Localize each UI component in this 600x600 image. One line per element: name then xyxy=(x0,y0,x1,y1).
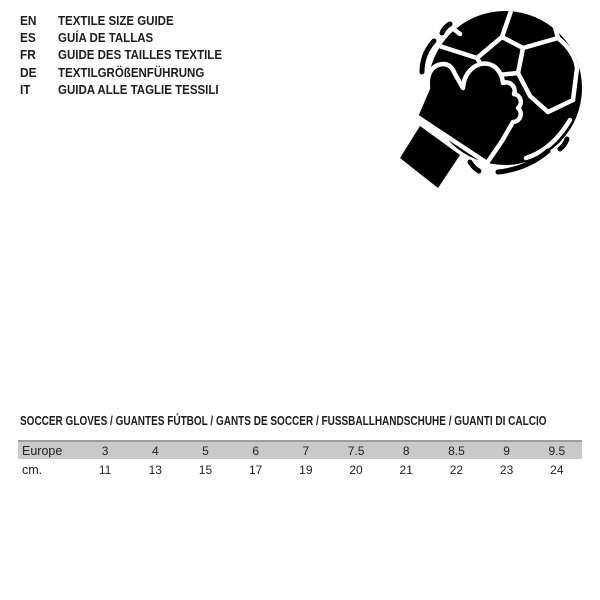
language-label: GUÍA DE TALLAS xyxy=(58,30,154,45)
language-code: IT xyxy=(20,82,31,97)
table-cell: 9.5 xyxy=(548,443,566,458)
table-cell: 21 xyxy=(399,462,413,477)
table-cell: 8 xyxy=(402,443,410,458)
table-cell: 6 xyxy=(252,443,259,458)
table-cell: 3 xyxy=(101,443,109,458)
list-item xyxy=(20,29,236,46)
table-cell: 23 xyxy=(499,462,514,477)
row-header: Europe xyxy=(22,443,63,458)
table-cell: 15 xyxy=(198,462,213,477)
table-cell: 22 xyxy=(449,462,464,477)
table-cell: 20 xyxy=(349,462,363,477)
table-cell: 7 xyxy=(302,443,310,458)
language-label: GUIDA ALLE TAGLIE TESSILI xyxy=(58,82,219,97)
size-table xyxy=(18,440,582,480)
table-cell: 13 xyxy=(148,462,162,477)
language-size-guide-list xyxy=(20,12,236,98)
language-code: FR xyxy=(20,48,36,63)
table-cell: 7.5 xyxy=(347,443,365,458)
language-label: TEXTILGRÖßENFÜHRUNG xyxy=(58,65,205,80)
list-item xyxy=(20,81,236,98)
glove-touching-soccer-ball-icon xyxy=(400,8,590,198)
list-item xyxy=(20,12,236,29)
table-cell: 8.5 xyxy=(448,443,465,458)
table-cell: 4 xyxy=(151,443,159,458)
list-item xyxy=(20,47,236,64)
row-header: cm. xyxy=(22,462,43,477)
table-cell: 24 xyxy=(550,462,564,477)
list-item xyxy=(20,64,236,81)
table-cell: 9 xyxy=(503,443,510,458)
table-cell: 5 xyxy=(202,443,209,458)
language-label: TEXTILE SIZE GUIDE xyxy=(58,13,174,28)
language-code: EN xyxy=(20,13,37,28)
table-row xyxy=(18,459,582,480)
table-cell: 17 xyxy=(248,462,263,477)
size-table-title: SOCCER GLOVES / GUANTES FÚTBOL / GANTS DE SOCCER / FUSSBALLHANDSCHUHE / GUANTI DI CALCIO xyxy=(20,414,547,428)
table-cell: 11 xyxy=(98,462,112,477)
language-code: DE xyxy=(20,65,37,80)
language-code: ES xyxy=(20,30,36,45)
table-row xyxy=(18,441,582,459)
language-label: GUIDE DES TAILLES TEXTILE xyxy=(58,48,223,63)
table-cell: 19 xyxy=(299,462,313,477)
